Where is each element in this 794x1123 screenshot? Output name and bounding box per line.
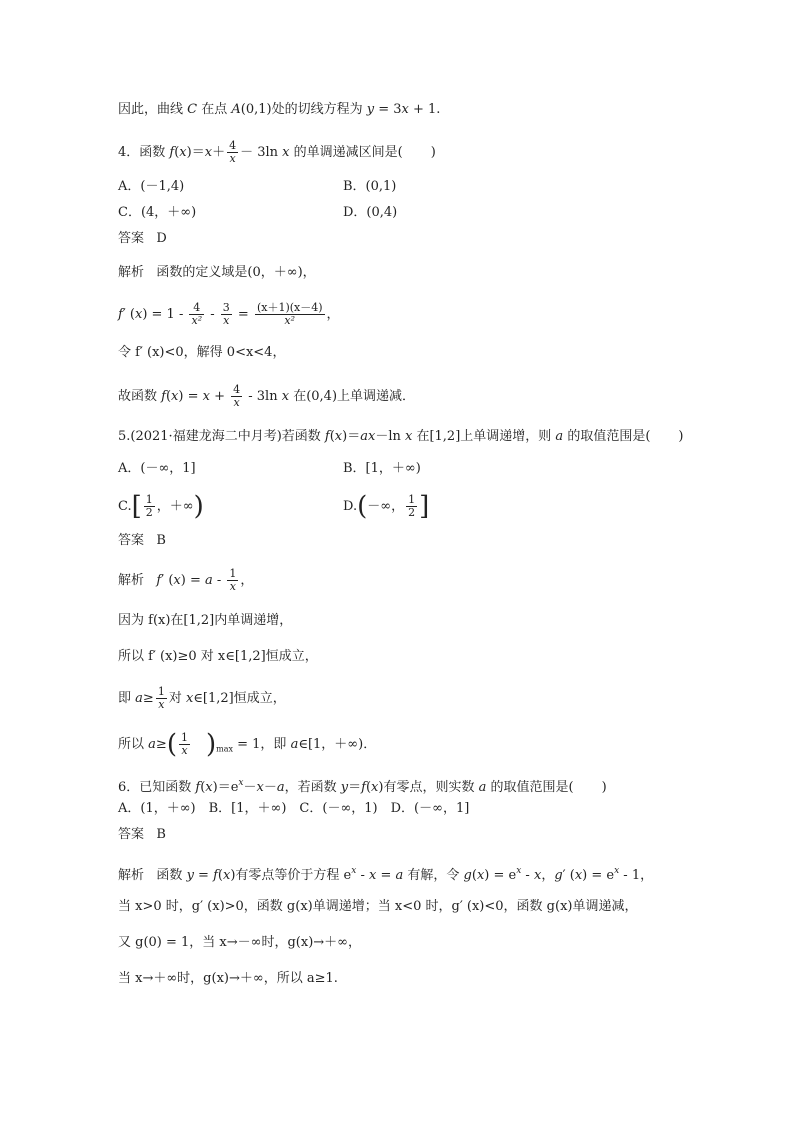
text: 在[1,2]上单调递增，则 (412, 429, 556, 444)
text: ( (174, 145, 180, 160)
math-var: f (161, 389, 166, 404)
analysis-formula: 即 a≥ $\frac{1}{x}$ 对 x∈[1,2]恒成立， (118, 685, 286, 711)
math-var: ax (360, 429, 376, 444)
fraction: $\frac{4}{x}$ (229, 139, 237, 165)
analysis-label: 解析 (118, 265, 145, 280)
text: ( (329, 429, 335, 444)
analysis-line: 因为 f(x)在[1,2]内单调递增， (118, 613, 293, 628)
text: (0,1)处的切线方程为 (240, 102, 367, 117)
option-d: D．(0,4) (343, 205, 398, 220)
options-row: A．(1，＋∞) B．[1，＋∞) C．(－∞，1) D．(－∞，1] (118, 801, 470, 816)
math-var: x (134, 307, 143, 322)
text: 5.(2021·福建龙海二中月考)若函数 (118, 429, 325, 444)
text: 函数的定义域是(0，＋∞)， (156, 265, 316, 280)
option-b: B．(0,1) (343, 179, 397, 194)
text: + (209, 389, 230, 404)
option-c: C．(4，＋∞) (118, 205, 197, 220)
fraction: $\frac{4}{x}$ (233, 383, 241, 409)
text: 故函数 (118, 389, 162, 404)
math-var: f (324, 429, 330, 444)
math-var: C (187, 102, 198, 117)
text: 的取值范围是( (563, 429, 651, 444)
math-var: a (555, 429, 564, 444)
math-var: x (404, 429, 413, 444)
text: －ln (375, 429, 405, 444)
option-d: D.(－∞， $\frac{1}{2}$ ] (343, 491, 430, 522)
math-var: f (118, 307, 123, 322)
answer-label: 答案 (118, 533, 145, 548)
math-var: A (231, 102, 241, 117)
question-4-stem (118, 140, 436, 165)
math-var: x (334, 429, 343, 444)
question-6-stem: 6．已知函数 $f(x)=e^x-x-a$，若函数 y＝f(x)有零点，则实数 a 的取值范围是( ) (118, 778, 607, 795)
text: ) = (178, 389, 203, 404)
text: )＝ (342, 429, 361, 444)
analysis-line: 又 g(0) = 1，当 x→－∞时，g(x)→＋∞， (118, 935, 362, 950)
answer-label: 答案 (118, 231, 145, 246)
math-var: f (169, 145, 175, 160)
fraction: $\frac{3}{x}$ (222, 301, 230, 327)
text: ) (430, 145, 436, 160)
analysis-line: 令 f′ (x)<0，解得 0<x<4， (118, 345, 286, 360)
math-var: x (282, 145, 290, 160)
math-var: y (366, 102, 375, 117)
analysis-line (118, 264, 316, 282)
question-5-stem (118, 428, 683, 446)
answer-value: D (156, 231, 167, 246)
text: 在点 (197, 102, 232, 117)
text: ， (326, 307, 340, 322)
option-c: C.[ $\frac{1}{2}$ ，＋∞) (118, 491, 204, 522)
answer-value: B (156, 533, 166, 548)
option-a: A．(－1,4) (118, 179, 185, 194)
text: ) = 1 - (142, 307, 188, 322)
analysis-formula: 解析 函数 y = f(x)有零点等价于方程 $e^x - x = a$ 有解，令 $g(x) = e^x - x$，g′ $(x) = e^x - 1$， (118, 866, 654, 883)
answer-value: B (156, 827, 166, 842)
text: = (233, 307, 253, 322)
math-var: x (179, 145, 187, 160)
answer-label: 答案 (118, 827, 145, 842)
text: - 3ln (244, 389, 282, 404)
answer-line (118, 826, 166, 844)
analysis-formula: 解析 f′ (x) = a - $\frac{1}{x}$ ， (118, 567, 254, 593)
analysis-line: 当 x>0 时，g′ (x)>0，函数 g(x)单调递增；当 x<0 时，g′ (x)<0，函数 g(x)单调递减， (118, 899, 638, 914)
text: ′ ( (122, 307, 135, 322)
fraction: $\frac{(x+1)(x-4)}{\text{x²}}$ (256, 301, 323, 327)
text: ＋ (212, 145, 226, 160)
option-row (118, 178, 184, 196)
text: ) (678, 429, 684, 444)
answer-line (118, 532, 166, 550)
math-var: x (281, 389, 290, 404)
analysis-label: 解析 (118, 573, 145, 588)
analysis-formula (118, 384, 415, 409)
analysis-label: 解析 (118, 868, 145, 883)
fraction: $\frac{4}{\text{x²}}$ (191, 301, 203, 327)
analysis-line: 所以 f′ (x)≥0 对 x∈[1,2]恒成立， (118, 649, 318, 664)
text: - (206, 307, 219, 322)
math-var: x (171, 389, 179, 404)
text: ( (165, 389, 172, 404)
analysis-formula (118, 302, 340, 327)
text: 在(0,4)上单调递减． (289, 389, 416, 404)
text: 因此，曲线 (118, 102, 188, 117)
text: 4．函数 (118, 145, 170, 160)
text: )＝ (186, 145, 205, 160)
math-var: x (202, 389, 210, 404)
analysis-formula: 所以 a≥( $\frac{1}{x}$ )$_{max} = 1$，即 a∈[1，＋∞)． (118, 729, 377, 760)
answer-line (118, 230, 167, 248)
text: = 3 (374, 102, 402, 117)
option-b: B．[1，＋∞) (343, 461, 421, 476)
math-var: x (401, 102, 409, 117)
text: 的单调递减区间是( (289, 145, 403, 160)
analysis-line: 当 x→＋∞时，g(x)→＋∞，所以 a≥1. (118, 971, 338, 986)
math-var: x (204, 145, 213, 160)
text: + 1. (408, 102, 441, 117)
text: － 3ln (240, 145, 283, 160)
text-line (118, 101, 440, 119)
option-a: A．(－∞，1] (118, 461, 196, 476)
